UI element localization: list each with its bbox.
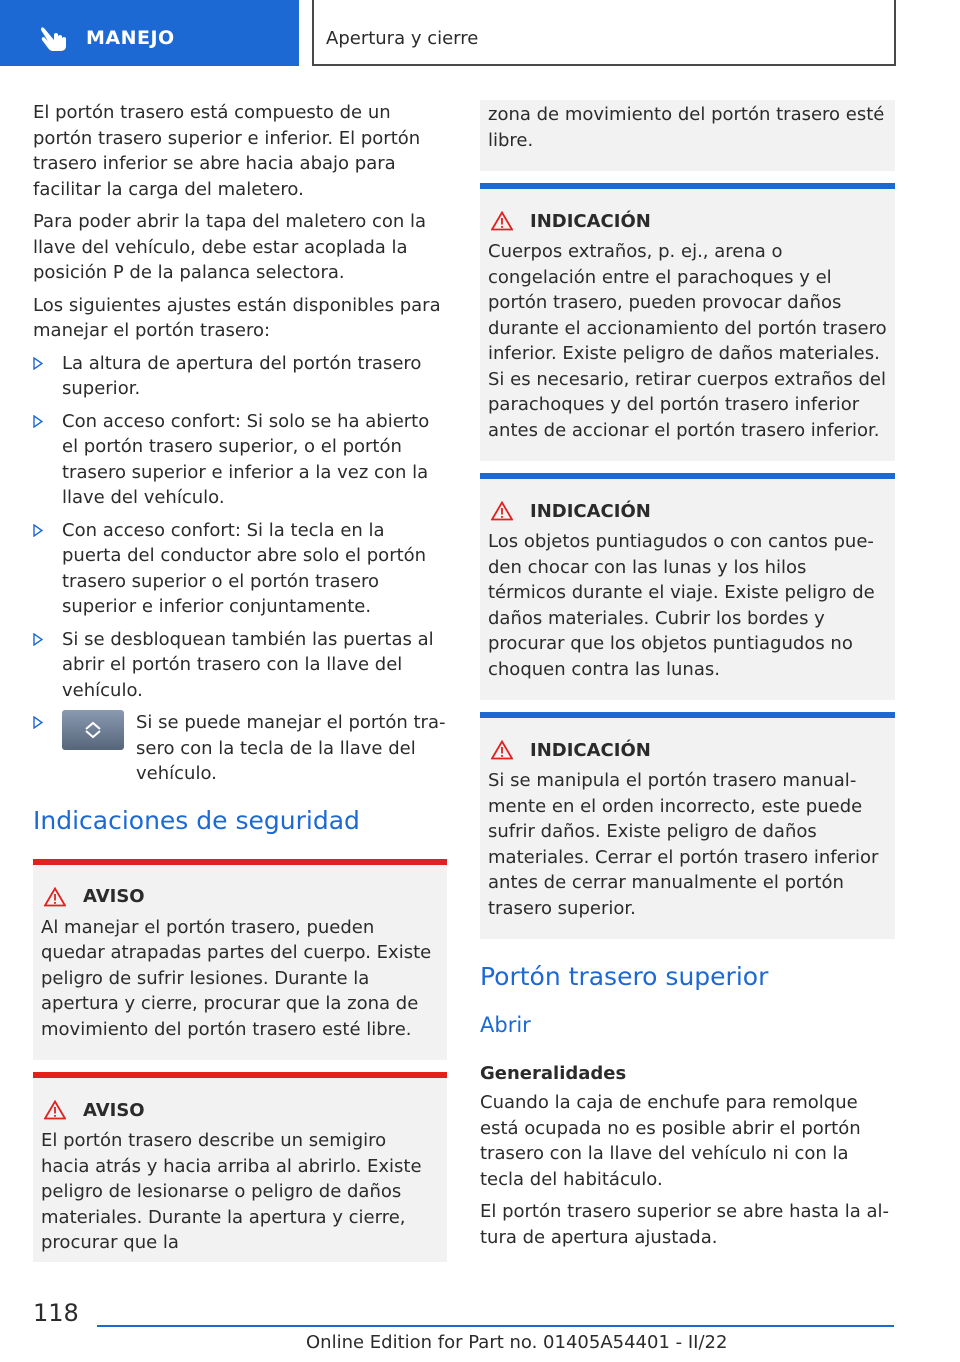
page-header: [0, 0, 960, 66]
settings-intro-paragraph: Los siguientes ajustes están disponibles para manejar el portón trasero:: [33, 294, 441, 341]
warning-title: AVISO: [83, 1099, 145, 1121]
general-heading: Generalidades: [480, 1063, 627, 1084]
notice-text: Cuerpos extraños, p. ej., arena o congelación entre el parachoques y el portón trasero, pueden provocar daños durante el accionamiento del portón trasero inferior. Existe peligro de daños materiales. Si es necesario, retirar cuerpos extraños del parachoques y del portón trasero inferior antes de accionar el portón trasero inferior.: [488, 241, 887, 441]
notice-box: [480, 183, 895, 461]
chapter-label: Apertura y cierre: [326, 28, 479, 49]
list-item: [33, 627, 447, 704]
warning-continuation-box: [480, 100, 895, 171]
triangle-bullet-icon: [33, 357, 43, 370]
key-requirement-paragraph: Para poder abrir la tapa del maletero con la llave del vehículo, debe estar acoplada la posición P de la palanca selectora.: [33, 211, 427, 283]
triangle-bullet-icon: [33, 716, 43, 729]
safety-heading: Indicaciones de seguridad: [33, 805, 360, 835]
left-column: [33, 100, 447, 1262]
section-tab[interactable]: [0, 0, 299, 66]
key-button-row: [62, 710, 447, 787]
warning-header: [41, 1092, 439, 1128]
triangle-bullet-icon: [33, 415, 43, 428]
right-column: [480, 100, 895, 1257]
hand-icon: [40, 24, 70, 52]
notice-title: INDICACIÓN: [530, 500, 651, 522]
list-item-text: Si se desbloquean también las puertas al abrir el portón trasero con la llave del vehículo.: [62, 628, 434, 701]
list-item-text: Con acceso confort: Si la tecla en la puerta del conductor abre solo el portón trasero superior o el portón trasero superior e inferior conjuntamente.: [62, 519, 427, 617]
open-subheading: Abrir: [480, 1013, 531, 1037]
page-number: 118: [33, 1299, 79, 1327]
list-item: [33, 518, 447, 620]
tailgate-key-button-icon: [62, 710, 124, 750]
warning-text: Al manejar el portón trasero, pueden quedar atrapadas partes del cuerpo. Existe peligro de sufrir lesiones. Durante la apertura y cierre, procurar que la zona de movimiento del portón trasero esté libre.: [41, 916, 432, 1040]
list-item: [33, 409, 447, 511]
warning-title: AVISO: [83, 886, 145, 907]
opening-height-paragraph: El portón trasero superior se abre hasta la altura de apertura ajustada.: [480, 1201, 889, 1248]
notice-title: INDICACIÓN: [530, 739, 651, 761]
warning-triangle-icon: [491, 740, 513, 760]
edition-note: Online Edition for Part no. 01405A54401 - II/22: [306, 1332, 728, 1353]
triangle-bullet-icon: [33, 524, 43, 537]
notice-header: [488, 493, 887, 529]
warning-box: [33, 1072, 447, 1262]
intro-paragraph: El portón trasero está compuesto de un portón trasero superior e inferior. El portón trasero inferior se abre hacia abajo para facilitar la carga del maletero.: [33, 102, 421, 200]
triangle-bullet-icon: [33, 633, 43, 646]
notice-text: Si se manipula el portón trasero manualmente en el orden incorrecto, este puede sufrir daños. Existe peligro de daños materiales. Cerrar el portón trasero inferior antes de cerrar manualmente el portón trasero superior.: [488, 770, 879, 919]
upper-tailgate-heading: Portón trasero superior: [480, 962, 769, 991]
notice-box: [480, 712, 895, 939]
list-item-text: Si se puede manejar el portón trasero con la tecla de la llave del vehículo.: [136, 712, 446, 784]
chapter-tab: [312, 0, 896, 66]
tailgate-chevrons-icon: [76, 721, 110, 739]
notice-box: [480, 473, 895, 700]
notice-header: [488, 203, 887, 239]
notice-header: [488, 732, 887, 768]
warning-triangle-icon: [491, 211, 513, 231]
warning-triangle-icon: [44, 1100, 66, 1120]
footer-divider: [97, 1325, 894, 1327]
warning-text: El portón trasero describe un semigiro hacia atrás y hacia arriba al abrirlo. Existe peligro de lesionarse o peligro de daños materiales. Durante la apertura y cierre, procurar que la: [41, 1130, 422, 1253]
trailer-socket-paragraph: Cuando la caja de enchufe para remolque está ocupada no es posible abrir el portón trasero con la llave del vehículo ni con la tecla del habitáculo.: [480, 1092, 861, 1190]
list-item-text: Con acceso confort: Si solo se ha abierto el portón trasero superior, o el portón trasero superior e inferior a la vez con la llave del vehículo.: [62, 410, 430, 508]
warning-header: [41, 879, 439, 915]
warning-triangle-icon: [491, 501, 513, 521]
notice-title: INDICACIÓN: [530, 210, 651, 232]
warning-triangle-icon: [44, 887, 66, 907]
list-item: [33, 710, 447, 787]
settings-list: [33, 351, 447, 787]
warning-box: [33, 859, 447, 1061]
section-label: MANEJO: [86, 27, 175, 49]
list-item: [33, 351, 447, 402]
warning-continuation-text: zona de movimiento del portón trasero esté libre.: [488, 104, 885, 151]
list-item-text: La altura de apertura del portón trasero superior.: [62, 352, 422, 399]
notice-text: Los objetos puntiagudos o con cantos pueden chocar con las lunas y los hilos térmicos durante el viaje. Existe peligro de daños materiales. Cubrir los bordes y procurar que los objetos puntiagudos no choquen contra las lunas.: [488, 531, 875, 680]
